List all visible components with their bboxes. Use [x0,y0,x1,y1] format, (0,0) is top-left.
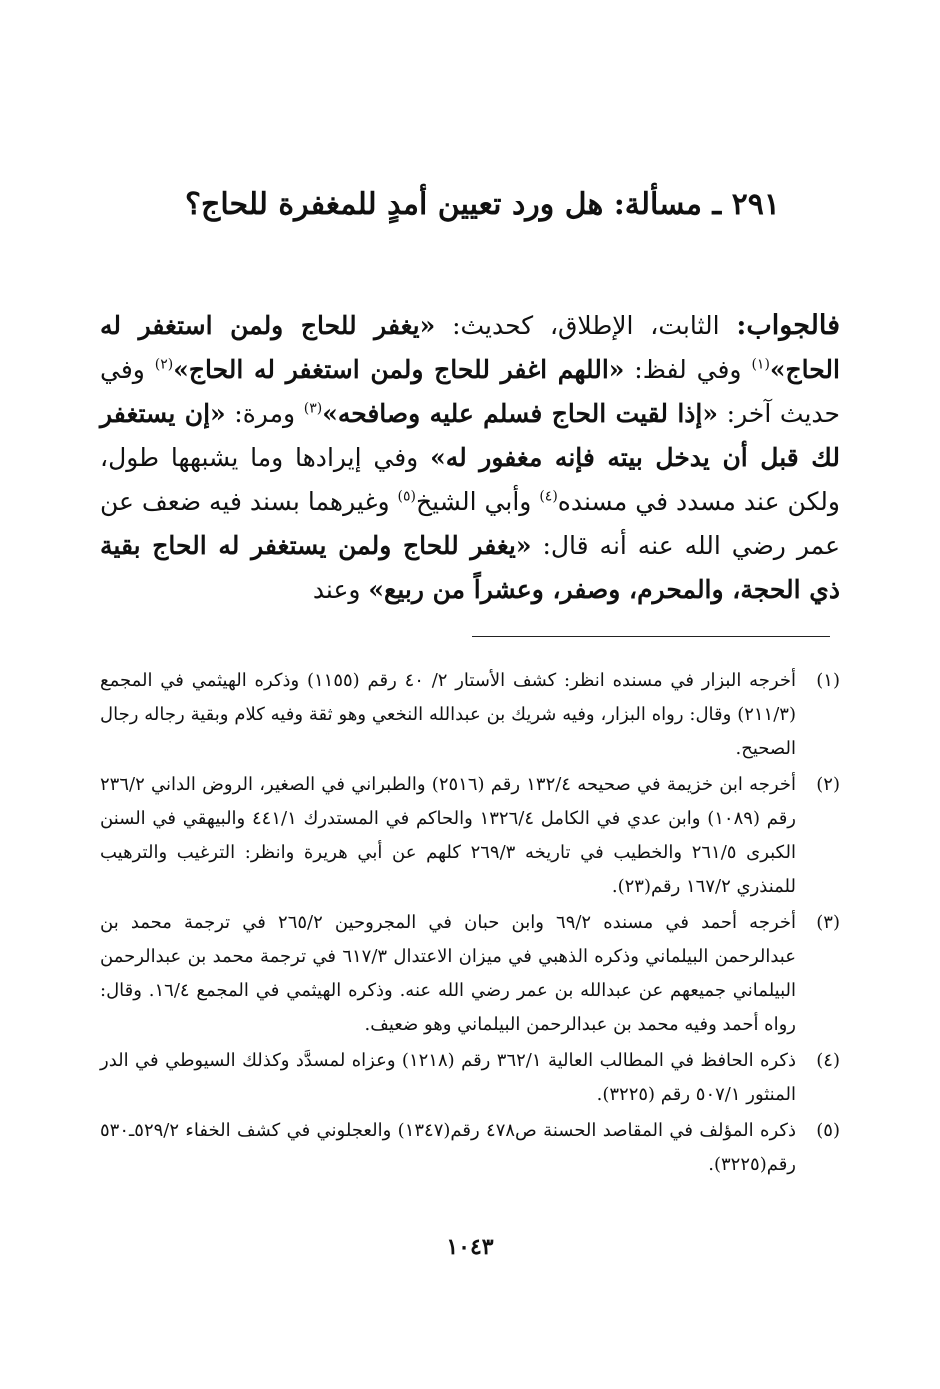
footnote-2 [100,768,840,904]
answer-text-8: وعند [312,575,369,604]
answer-text-3: وفي حديث آخر: [100,355,840,428]
footnote-number: (٢) [816,774,840,795]
answer-label: فالجواب: [736,310,840,341]
footnote-ref-1[interactable]: (١) [751,356,770,373]
answer-text-7: وغيرهما بسند فيه ضعف عن عمر رضي الله عنه أنه قال: [100,487,840,560]
footnote-text: ذكره الحافظ في المطالب العالية ٣٦٢/١ رقم (١٢١٨) وعزاه لمسدَّد وكذلك السيوطي في الدر المنثور ٥٠٧/١ رقم (٣٢٢٥). [100,1050,797,1105]
answer-text-2: وفي لفظ: [624,355,752,384]
hadith-quote-4: «إن يستغفر لك قبل أن يدخل بيته فإنه مغفور له» [100,399,840,472]
footnote-ref-2[interactable]: (٢) [154,356,174,373]
footnote-ref-5[interactable]: (٥) [397,488,417,505]
answer-text-1: الثابت، الإطلاق، كحديث: [435,311,737,340]
page-title: ٢٩١ ـ مسألة: هل ورد تعيين أمدٍ للمغفرة للحاج؟ [185,187,780,222]
answer-text-4: ومرة: [225,399,304,428]
footnotes [100,664,840,1184]
footnote-number: (٤) [816,1050,840,1071]
footnote-text: أخرجه أحمد في مسنده ٦٩/٢ وابن حبان في المجروحين ٢٦٥/٢ في ترجمة محمد بن عبدالرحمن البيلماني وذكره الذهبي في ميزان الاعتدال ٦١٧/٣ في ترجمة محمد بن عبدالرحمن البيلماني جميعهم عن عبدالله بن عمر رضي الله عنه. وذكره الهيثمي في المجمع ١٦/٤. وقال: رواه أحمد وفيه محمد بن عبدالرحمن البيلماني وهو ضعيف. [100,912,797,1035]
footnote-4 [100,1044,840,1112]
footnote-1 [100,664,840,766]
footnote-text: أخرجه البزار في مسنده انظر: كشف الأستار ٢/ ٤٠ رقم (١١٥٥) وذكره الهيثمي في المجمع (٢١١/٣) وقال: رواه البزار، وفيه شريك بن عبدالله النخعي وهو ثقة وفيه كلام وبقية رجاله رجال الصحيح. [100,670,796,759]
answer-paragraph [100,304,840,612]
hadith-quote-1: «يغفر للحاج ولمن استغفر له الحاج» [100,311,840,384]
hadith-quote-2: «اللهم اغفر للحاج ولمن استغفر له الحاج» [173,355,625,384]
hadith-quote-5: «يغفر للحاج ولمن يستغفر له الحاج بقية ذي الحجة، والمحرم، وصفر، وعشراً من ربيع» [100,531,840,604]
hadith-quote-3: «إذا لقيت الحاج فسلم عليه وصافحه» [322,399,718,428]
answer-text-5: وفي إيرادها وما يشبهها طول، ولكن عند مسدد في مسنده [100,443,840,516]
footnote-ref-4[interactable]: (٤) [539,488,558,505]
footnote-text: أخرجه ابن خزيمة في صحيحه ١٣٢/٤ رقم (٢٥١٦) والطبراني في الصغير، الروض الداني ٢٣٦/٢ رقم (١٠٨٩) وابن عدي في الكامل ١٣٢٦/٤ والحاكم في المستدرك ٤٤١/١ والبيهقي في السنن الكبرى ٢٦١/٥ والخطيب في تاريخه ٢٦٩/٣ كلهم عن أبي هريرة وانظر: الترغيب والترهيب للمنذري ١٦٧/٢ رقم(٢٣). [100,774,796,897]
footnote-number: (١) [816,670,840,691]
footnote-divider [472,636,830,637]
book-page [100,0,840,1389]
footnote-5 [100,1114,840,1182]
page-number: ١٠٤٣ [446,1234,494,1260]
answer-text-6: وأبي الشيخ [416,487,540,516]
footnote-text: ذكره المؤلف في المقاصد الحسنة ص٤٧٨ رقم(١٣٤٧) والعجلوني في كشف الخفاء ٥٢٩/٢ـ٥٣٠ رقم(٣٢٢٥). [100,1120,796,1175]
footnote-number: (٥) [816,1120,840,1141]
footnote-3 [100,906,840,1042]
footnote-number: (٣) [816,912,840,933]
footnote-ref-3[interactable]: (٣) [303,400,323,417]
